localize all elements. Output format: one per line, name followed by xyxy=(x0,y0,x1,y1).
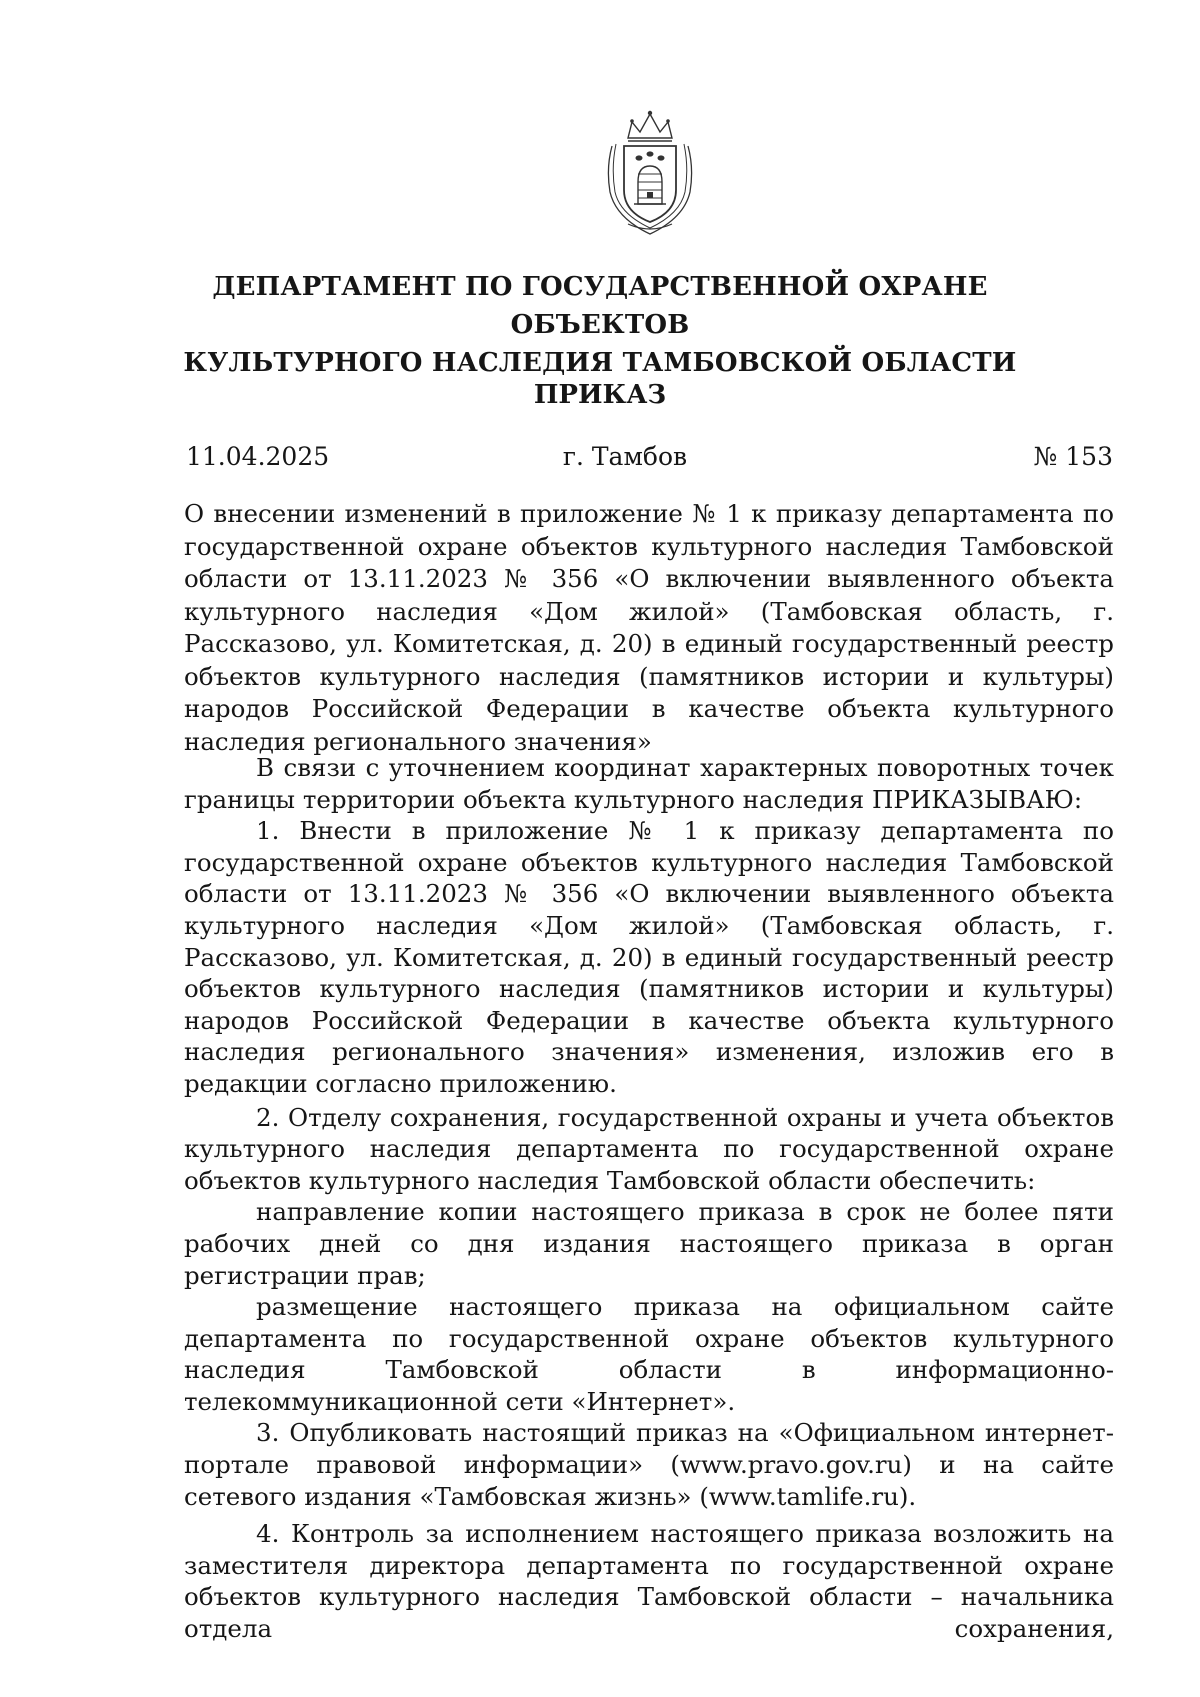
order-item-3: 3. Опубликовать настоящий приказ на «Официальном интернет-портале правовой информации» (www.pravo.gov.ru) и на сайте сетевого издания «Тамбовская жизнь» (www.tamlife.ru). xyxy=(184,1418,1114,1511)
department-name xyxy=(150,268,1050,382)
order-preamble: В связи с уточнением координат характерных поворотных точек границы территории объекта культурного наследия ПРИКАЗЫВАЮ: xyxy=(184,753,1114,814)
order-body xyxy=(184,752,1114,1645)
order-item-2-a: направление копии настоящего приказа в срок не более пяти рабочих дней со дня издания настоящего приказа в орган регистрации прав; xyxy=(184,1197,1114,1290)
department-name-line2: КУЛЬТУРНОГО НАСЛЕДИЯ ТАМБОВСКОЙ ОБЛАСТИ xyxy=(183,348,1017,378)
order-item-2: 2. Отделу сохранения, государственной охраны и учета объектов культурного наследия департамента по государственной охране объектов культурного наследия Тамбовской области обеспечить: xyxy=(184,1102,1114,1195)
tambov-coat-of-arms-icon xyxy=(598,108,702,240)
order-subject: О внесении изменений в приложение № 1 к приказу департамента по государственной охране объектов культурного наследия Тамбовской области от 13.11.2023 № 356 «О включении выявленного объекта культурного наследия «Дом жилой» (Тамбовская область, г. Рассказово, ул. Комитетская, д. 20) в единый государственный реестр объектов культурного наследия (памятников истории и культуры) народов Российской Федерации в качестве объекта культурного наследия регионального значения» xyxy=(184,499,1114,756)
order-item-4: 4. Контроль за исполнением настоящего приказа возложить на заместителя директора департамента по государственной охране объектов культурного наследия Тамбовской области – начальника отдела сохранения, xyxy=(184,1519,1114,1644)
document-city: г. Тамбов xyxy=(562,442,688,471)
document-number: № 153 xyxy=(1033,442,1113,471)
order-item-1: 1. Внести в приложение № 1 к приказу департамента по государственной охране объектов культурного наследия Тамбовской области от 13.11.2023 № 356 «О включении выявленного объекта культурного наследия «Дом жилой» (Тамбовская область, г. Рассказово, ул. Комитетская, д. 20) в единый государственный реестр объектов культурного наследия (памятников истории и культуры) народов Российской Федерации в качестве объекта культурного наследия регионального значения» изменения, изложив его в редакции согласно приложению. xyxy=(184,816,1114,1098)
document-type-title: ПРИКАЗ xyxy=(533,380,667,410)
order-item-2-b: размещение настоящего приказа на официальном сайте департамента по государственной охране объектов культурного наследия Тамбовской области в информационно-телекоммуникационной сети «Интернет». xyxy=(184,1292,1114,1416)
department-name-line1: ДЕПАРТАМЕНТ ПО ГОСУДАРСТВЕННОЙ ОХРАНЕ ОБЪЕКТОВ xyxy=(212,272,988,340)
document-date: 11.04.2025 xyxy=(186,442,330,471)
